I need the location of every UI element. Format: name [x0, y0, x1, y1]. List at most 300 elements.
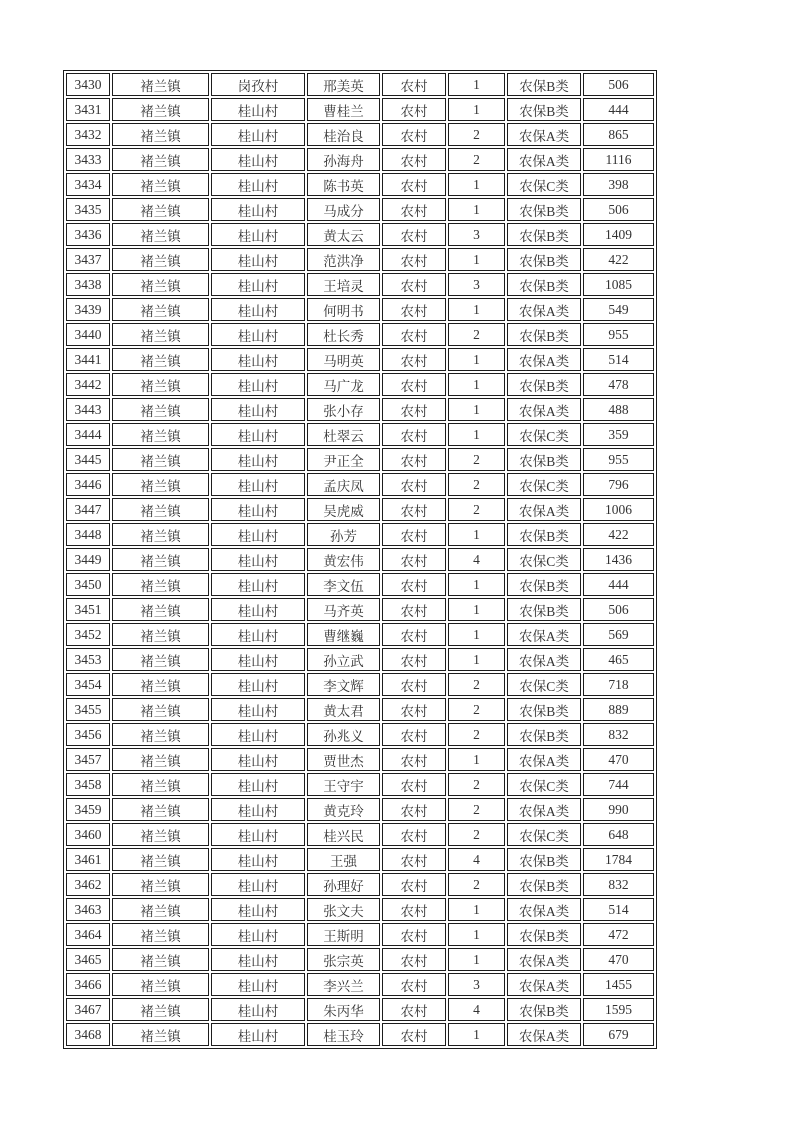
cell-village: 桂山村 [211, 698, 305, 721]
cell-id: 3440 [66, 323, 110, 346]
cell-village: 桂山村 [211, 673, 305, 696]
cell-town: 褚兰镇 [112, 348, 209, 371]
table-row [66, 348, 654, 371]
cell-residence: 农村 [382, 273, 446, 296]
cell-residence: 农村 [382, 748, 446, 771]
cell-insurance-type: 农保A类 [507, 148, 581, 171]
cell-village: 岗孜村 [211, 73, 305, 96]
cell-persons: 1 [448, 73, 505, 96]
cell-insurance-type: 农保B类 [507, 523, 581, 546]
table-row [66, 223, 654, 246]
cell-insurance-type: 农保B类 [507, 98, 581, 121]
cell-persons: 1 [448, 573, 505, 596]
cell-village: 桂山村 [211, 173, 305, 196]
cell-name: 桂兴民 [307, 823, 380, 846]
table-row [66, 698, 654, 721]
cell-village: 桂山村 [211, 98, 305, 121]
table-row [66, 373, 654, 396]
table-row [66, 1023, 654, 1046]
cell-persons: 2 [448, 798, 505, 821]
cell-residence: 农村 [382, 973, 446, 996]
cell-residence: 农村 [382, 548, 446, 571]
table-row [66, 423, 654, 446]
cell-town: 褚兰镇 [112, 598, 209, 621]
cell-name: 马明英 [307, 348, 380, 371]
cell-id: 3462 [66, 873, 110, 896]
cell-id: 3447 [66, 498, 110, 521]
cell-id: 3456 [66, 723, 110, 746]
cell-village: 桂山村 [211, 548, 305, 571]
table-row [66, 948, 654, 971]
cell-village: 桂山村 [211, 248, 305, 271]
cell-amount: 1595 [583, 998, 654, 1021]
cell-id: 3467 [66, 998, 110, 1021]
table-row [66, 623, 654, 646]
cell-insurance-type: 农保B类 [507, 873, 581, 896]
cell-insurance-type: 农保C类 [507, 548, 581, 571]
cell-id: 3460 [66, 823, 110, 846]
cell-persons: 1 [448, 1023, 505, 1046]
table-row [66, 873, 654, 896]
cell-id: 3442 [66, 373, 110, 396]
cell-name: 吴虎威 [307, 498, 380, 521]
cell-residence: 农村 [382, 148, 446, 171]
cell-persons: 1 [448, 523, 505, 546]
cell-name: 朱丙华 [307, 998, 380, 1021]
cell-village: 桂山村 [211, 623, 305, 646]
cell-residence: 农村 [382, 923, 446, 946]
cell-persons: 1 [448, 923, 505, 946]
cell-amount: 1455 [583, 973, 654, 996]
cell-name: 孙海舟 [307, 148, 380, 171]
cell-town: 褚兰镇 [112, 873, 209, 896]
cell-id: 3458 [66, 773, 110, 796]
table-row [66, 473, 654, 496]
cell-id: 3437 [66, 248, 110, 271]
cell-insurance-type: 农保A类 [507, 798, 581, 821]
cell-insurance-type: 农保C类 [507, 173, 581, 196]
cell-id: 3451 [66, 598, 110, 621]
cell-amount: 955 [583, 448, 654, 471]
cell-village: 桂山村 [211, 798, 305, 821]
cell-village: 桂山村 [211, 648, 305, 671]
cell-insurance-type: 农保A类 [507, 948, 581, 971]
table-row [66, 798, 654, 821]
cell-id: 3444 [66, 423, 110, 446]
cell-amount: 1085 [583, 273, 654, 296]
cell-amount: 488 [583, 398, 654, 421]
cell-insurance-type: 农保B类 [507, 223, 581, 246]
cell-insurance-type: 农保A类 [507, 623, 581, 646]
cell-insurance-type: 农保B类 [507, 923, 581, 946]
cell-residence: 农村 [382, 723, 446, 746]
cell-residence: 农村 [382, 123, 446, 146]
cell-name: 黄克玲 [307, 798, 380, 821]
cell-amount: 444 [583, 98, 654, 121]
cell-town: 褚兰镇 [112, 748, 209, 771]
cell-amount: 470 [583, 748, 654, 771]
cell-name: 马广龙 [307, 373, 380, 396]
cell-name: 王守宇 [307, 773, 380, 796]
cell-insurance-type: 农保A类 [507, 298, 581, 321]
cell-village: 桂山村 [211, 748, 305, 771]
cell-name: 尹正全 [307, 448, 380, 471]
cell-persons: 1 [448, 398, 505, 421]
cell-id: 3464 [66, 923, 110, 946]
cell-insurance-type: 农保C类 [507, 823, 581, 846]
cell-residence: 农村 [382, 398, 446, 421]
cell-insurance-type: 农保C类 [507, 423, 581, 446]
cell-insurance-type: 农保A类 [507, 498, 581, 521]
cell-residence: 农村 [382, 623, 446, 646]
cell-village: 桂山村 [211, 973, 305, 996]
cell-insurance-type: 农保B类 [507, 848, 581, 871]
table-row [66, 73, 654, 96]
cell-amount: 832 [583, 873, 654, 896]
cell-insurance-type: 农保B类 [507, 248, 581, 271]
table-row [66, 823, 654, 846]
cell-town: 褚兰镇 [112, 548, 209, 571]
table-row [66, 148, 654, 171]
cell-town: 褚兰镇 [112, 323, 209, 346]
cell-id: 3434 [66, 173, 110, 196]
cell-name: 王培灵 [307, 273, 380, 296]
cell-insurance-type: 农保B类 [507, 273, 581, 296]
cell-amount: 889 [583, 698, 654, 721]
cell-id: 3459 [66, 798, 110, 821]
cell-village: 桂山村 [211, 298, 305, 321]
cell-persons: 4 [448, 548, 505, 571]
cell-name: 王强 [307, 848, 380, 871]
cell-amount: 1436 [583, 548, 654, 571]
cell-insurance-type: 农保B类 [507, 998, 581, 1021]
cell-residence: 农村 [382, 348, 446, 371]
cell-town: 褚兰镇 [112, 973, 209, 996]
cell-town: 褚兰镇 [112, 698, 209, 721]
cell-amount: 679 [583, 1023, 654, 1046]
table-row [66, 98, 654, 121]
cell-residence: 农村 [382, 523, 446, 546]
table-row [66, 123, 654, 146]
cell-id: 3453 [66, 648, 110, 671]
cell-name: 张小存 [307, 398, 380, 421]
cell-name: 张宗英 [307, 948, 380, 971]
cell-residence: 农村 [382, 73, 446, 96]
cell-amount: 506 [583, 598, 654, 621]
cell-village: 桂山村 [211, 348, 305, 371]
cell-town: 褚兰镇 [112, 398, 209, 421]
cell-id: 3449 [66, 548, 110, 571]
cell-residence: 农村 [382, 423, 446, 446]
cell-persons: 1 [448, 348, 505, 371]
cell-persons: 2 [448, 323, 505, 346]
cell-name: 范洪净 [307, 248, 380, 271]
cell-id: 3452 [66, 623, 110, 646]
cell-amount: 648 [583, 823, 654, 846]
cell-amount: 569 [583, 623, 654, 646]
cell-insurance-type: 农保B类 [507, 448, 581, 471]
cell-name: 黄太云 [307, 223, 380, 246]
cell-persons: 1 [448, 173, 505, 196]
cell-village: 桂山村 [211, 823, 305, 846]
cell-village: 桂山村 [211, 398, 305, 421]
cell-id: 3432 [66, 123, 110, 146]
cell-insurance-type: 农保C类 [507, 773, 581, 796]
cell-amount: 465 [583, 648, 654, 671]
cell-town: 褚兰镇 [112, 923, 209, 946]
cell-town: 褚兰镇 [112, 123, 209, 146]
cell-name: 李兴兰 [307, 973, 380, 996]
cell-insurance-type: 农保C类 [507, 473, 581, 496]
cell-name: 孙兆义 [307, 723, 380, 746]
cell-persons: 2 [448, 873, 505, 896]
cell-amount: 444 [583, 573, 654, 596]
cell-persons: 1 [448, 648, 505, 671]
cell-insurance-type: 农保B类 [507, 198, 581, 221]
cell-village: 桂山村 [211, 223, 305, 246]
cell-amount: 1006 [583, 498, 654, 521]
cell-residence: 农村 [382, 498, 446, 521]
cell-town: 褚兰镇 [112, 498, 209, 521]
cell-insurance-type: 农保C类 [507, 673, 581, 696]
table-row [66, 323, 654, 346]
cell-town: 褚兰镇 [112, 173, 209, 196]
cell-residence: 农村 [382, 823, 446, 846]
cell-town: 褚兰镇 [112, 198, 209, 221]
cell-residence: 农村 [382, 573, 446, 596]
cell-town: 褚兰镇 [112, 573, 209, 596]
cell-village: 桂山村 [211, 998, 305, 1021]
cell-town: 褚兰镇 [112, 798, 209, 821]
cell-persons: 1 [448, 423, 505, 446]
cell-residence: 农村 [382, 948, 446, 971]
cell-town: 褚兰镇 [112, 723, 209, 746]
cell-residence: 农村 [382, 873, 446, 896]
cell-amount: 514 [583, 898, 654, 921]
cell-persons: 3 [448, 973, 505, 996]
cell-persons: 1 [448, 298, 505, 321]
cell-name: 桂治良 [307, 123, 380, 146]
cell-id: 3448 [66, 523, 110, 546]
cell-amount: 506 [583, 198, 654, 221]
cell-town: 褚兰镇 [112, 223, 209, 246]
table-row [66, 998, 654, 1021]
cell-persons: 1 [448, 373, 505, 396]
cell-insurance-type: 农保B类 [507, 323, 581, 346]
cell-name: 孙立武 [307, 648, 380, 671]
cell-village: 桂山村 [211, 373, 305, 396]
cell-town: 褚兰镇 [112, 898, 209, 921]
cell-name: 贾世杰 [307, 748, 380, 771]
cell-persons: 2 [448, 823, 505, 846]
cell-persons: 2 [448, 698, 505, 721]
table-row [66, 298, 654, 321]
table-row [66, 973, 654, 996]
cell-residence: 农村 [382, 673, 446, 696]
cell-id: 3441 [66, 348, 110, 371]
cell-village: 桂山村 [211, 198, 305, 221]
cell-town: 褚兰镇 [112, 448, 209, 471]
cell-town: 褚兰镇 [112, 248, 209, 271]
cell-id: 3450 [66, 573, 110, 596]
cell-amount: 478 [583, 373, 654, 396]
cell-persons: 2 [448, 448, 505, 471]
table-row [66, 648, 654, 671]
cell-id: 3445 [66, 448, 110, 471]
cell-name: 邢美英 [307, 73, 380, 96]
cell-id: 3446 [66, 473, 110, 496]
cell-persons: 1 [448, 248, 505, 271]
cell-town: 褚兰镇 [112, 273, 209, 296]
cell-town: 褚兰镇 [112, 1023, 209, 1046]
cell-amount: 832 [583, 723, 654, 746]
cell-village: 桂山村 [211, 448, 305, 471]
table-row [66, 723, 654, 746]
cell-id: 3431 [66, 98, 110, 121]
cell-name: 何明书 [307, 298, 380, 321]
table-row [66, 198, 654, 221]
cell-name: 王斯明 [307, 923, 380, 946]
table-row [66, 673, 654, 696]
cell-residence: 农村 [382, 298, 446, 321]
cell-village: 桂山村 [211, 873, 305, 896]
cell-village: 桂山村 [211, 323, 305, 346]
cell-residence: 农村 [382, 798, 446, 821]
cell-village: 桂山村 [211, 898, 305, 921]
cell-insurance-type: 农保A类 [507, 748, 581, 771]
cell-persons: 2 [448, 473, 505, 496]
cell-persons: 1 [448, 623, 505, 646]
cell-id: 3430 [66, 73, 110, 96]
cell-residence: 农村 [382, 698, 446, 721]
cell-town: 褚兰镇 [112, 948, 209, 971]
cell-name: 孟庆凤 [307, 473, 380, 496]
cell-id: 3457 [66, 748, 110, 771]
cell-persons: 3 [448, 223, 505, 246]
cell-id: 3436 [66, 223, 110, 246]
cell-insurance-type: 农保B类 [507, 573, 581, 596]
cell-amount: 549 [583, 298, 654, 321]
cell-town: 褚兰镇 [112, 98, 209, 121]
cell-residence: 农村 [382, 223, 446, 246]
cell-amount: 506 [583, 73, 654, 96]
cell-town: 褚兰镇 [112, 148, 209, 171]
cell-residence: 农村 [382, 98, 446, 121]
cell-town: 褚兰镇 [112, 998, 209, 1021]
cell-town: 褚兰镇 [112, 523, 209, 546]
cell-amount: 1116 [583, 148, 654, 171]
cell-persons: 2 [448, 123, 505, 146]
cell-town: 褚兰镇 [112, 773, 209, 796]
cell-residence: 农村 [382, 448, 446, 471]
cell-village: 桂山村 [211, 573, 305, 596]
cell-town: 褚兰镇 [112, 623, 209, 646]
cell-persons: 2 [448, 773, 505, 796]
cell-residence: 农村 [382, 473, 446, 496]
cell-insurance-type: 农保A类 [507, 1023, 581, 1046]
cell-id: 3438 [66, 273, 110, 296]
cell-id: 3463 [66, 898, 110, 921]
table-row [66, 498, 654, 521]
cell-residence: 农村 [382, 848, 446, 871]
cell-insurance-type: 农保B类 [507, 73, 581, 96]
cell-village: 桂山村 [211, 523, 305, 546]
cell-village: 桂山村 [211, 948, 305, 971]
cell-name: 黄太君 [307, 698, 380, 721]
table-row [66, 923, 654, 946]
cell-id: 3454 [66, 673, 110, 696]
cell-town: 褚兰镇 [112, 648, 209, 671]
table-row [66, 548, 654, 571]
cell-village: 桂山村 [211, 1023, 305, 1046]
cell-amount: 472 [583, 923, 654, 946]
cell-name: 张文夫 [307, 898, 380, 921]
cell-name: 李文伍 [307, 573, 380, 596]
cell-amount: 398 [583, 173, 654, 196]
cell-residence: 农村 [382, 373, 446, 396]
cell-amount: 514 [583, 348, 654, 371]
cell-name: 杜长秀 [307, 323, 380, 346]
table-row [66, 573, 654, 596]
cell-id: 3433 [66, 148, 110, 171]
cell-name: 曹桂兰 [307, 98, 380, 121]
cell-village: 桂山村 [211, 423, 305, 446]
table-row [66, 523, 654, 546]
cell-insurance-type: 农保A类 [507, 348, 581, 371]
cell-residence: 农村 [382, 198, 446, 221]
cell-insurance-type: 农保A类 [507, 123, 581, 146]
cell-village: 桂山村 [211, 498, 305, 521]
cell-name: 孙理好 [307, 873, 380, 896]
cell-name: 桂玉玲 [307, 1023, 380, 1046]
table-row [66, 398, 654, 421]
cell-amount: 422 [583, 248, 654, 271]
cell-residence: 农村 [382, 248, 446, 271]
cell-id: 3461 [66, 848, 110, 871]
cell-residence: 农村 [382, 998, 446, 1021]
cell-persons: 1 [448, 98, 505, 121]
cell-residence: 农村 [382, 173, 446, 196]
cell-persons: 1 [448, 898, 505, 921]
cell-town: 褚兰镇 [112, 73, 209, 96]
cell-id: 3455 [66, 698, 110, 721]
cell-village: 桂山村 [211, 123, 305, 146]
cell-residence: 农村 [382, 898, 446, 921]
cell-village: 桂山村 [211, 848, 305, 871]
cell-persons: 1 [448, 198, 505, 221]
cell-residence: 农村 [382, 648, 446, 671]
cell-persons: 2 [448, 498, 505, 521]
cell-insurance-type: 农保A类 [507, 648, 581, 671]
cell-id: 3439 [66, 298, 110, 321]
cell-residence: 农村 [382, 323, 446, 346]
cell-village: 桂山村 [211, 148, 305, 171]
cell-amount: 1784 [583, 848, 654, 871]
cell-amount: 1409 [583, 223, 654, 246]
cell-village: 桂山村 [211, 473, 305, 496]
cell-name: 李文辉 [307, 673, 380, 696]
table-row [66, 448, 654, 471]
cell-persons: 1 [448, 598, 505, 621]
cell-amount: 422 [583, 523, 654, 546]
cell-village: 桂山村 [211, 773, 305, 796]
table-row [66, 773, 654, 796]
cell-residence: 农村 [382, 1023, 446, 1046]
cell-amount: 718 [583, 673, 654, 696]
cell-name: 马齐英 [307, 598, 380, 621]
cell-town: 褚兰镇 [112, 673, 209, 696]
table-body [66, 73, 654, 1046]
